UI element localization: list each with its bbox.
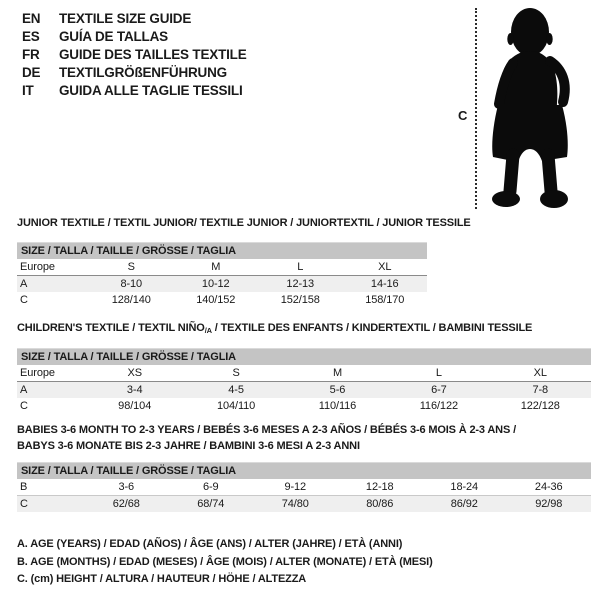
size-cell: XS (84, 365, 185, 382)
row-label: C (20, 400, 28, 412)
age-cell: 14-16 (343, 276, 428, 293)
age-cell: 4-5 (185, 382, 286, 399)
table-row-age (17, 276, 427, 293)
lang-row-de (22, 64, 247, 82)
legend-block (17, 536, 433, 589)
lang-row-es (22, 28, 247, 46)
junior-table-title: JUNIOR TEXTILE / TEXTIL JUNIOR/ TEXTILE JUNIOR / JUNIORTEXTIL / JUNIOR TESSILE (17, 217, 471, 229)
size-bar-row (17, 463, 591, 480)
height-measure-label: C (458, 108, 468, 123)
size-cell: S (89, 259, 174, 276)
junior-size-table (17, 242, 427, 308)
lang-title: TEXTILGRÖßENFÜHRUNG (59, 65, 227, 80)
age-cell: 5-6 (287, 382, 388, 399)
size-cell: M (287, 365, 388, 382)
title-part: / TEXTILE DES ENFANTS / KINDERTEXTIL / BAMBINI TESSILE (211, 322, 533, 334)
height-cell: 92/98 (507, 496, 592, 513)
age-cell: 18-24 (422, 479, 507, 496)
table-row-height (17, 292, 427, 308)
height-cell: 98/104 (118, 400, 152, 412)
height-cell: 158/170 (365, 294, 405, 306)
table-row-europe (17, 259, 427, 276)
height-cell: 128/140 (111, 294, 151, 306)
lang-row-fr (22, 46, 247, 64)
row-label: B (17, 479, 84, 496)
size-cell: S (185, 365, 286, 382)
height-cell: 62/68 (84, 496, 169, 513)
table-row-age-months (17, 479, 591, 496)
lang-title: GUÍA DE TALLAS (59, 29, 168, 44)
age-cell: 6-7 (388, 382, 489, 399)
children-section (17, 322, 591, 414)
row-label: Europe (17, 365, 84, 382)
lang-title: GUIDA ALLE TAGLIE TESSILI (59, 83, 243, 98)
lang-code: FR (22, 47, 40, 62)
row-label: A (17, 276, 89, 293)
size-bar-row (17, 349, 591, 366)
table-row-height (17, 496, 591, 513)
lang-title: GUIDE DES TAILLES TEXTILE (59, 47, 247, 62)
legend-height: C. (cm) HEIGHT / ALTURA / HAUTEUR / HÖHE / ALTEZZA (17, 573, 307, 585)
babies-table-title-line1: BABIES 3-6 MONTH TO 2-3 YEARS / BEBÉS 3-6 MESES A 2-3 AÑOS / BÉBÉS 3-6 MOIS À 2-3 ANS / (17, 424, 516, 436)
height-cell: 152/158 (280, 294, 320, 306)
age-cell: 12-18 (338, 479, 423, 496)
lang-row-it (22, 82, 247, 100)
size-cell: M (174, 259, 259, 276)
row-label: C (20, 294, 28, 306)
children-table-title (17, 322, 591, 337)
size-bar-label: SIZE / TALLA / TAILLE / GRÖSSE / TAGLIA (17, 349, 591, 366)
table-row-europe (17, 365, 591, 382)
row-label: C (17, 496, 84, 513)
height-cell: 68/74 (169, 496, 254, 513)
size-bar-row (17, 243, 427, 260)
height-measure-dotted-line (475, 8, 477, 209)
size-bar-label: SIZE / TALLA / TAILLE / GRÖSSE / TAGLIA (17, 243, 427, 260)
lang-row-en (22, 10, 247, 28)
size-cell: XL (490, 365, 591, 382)
junior-section (17, 217, 471, 308)
height-cell: 140/152 (196, 294, 236, 306)
children-size-table (17, 348, 591, 414)
lang-title: TEXTILE SIZE GUIDE (59, 11, 192, 26)
size-cell: L (258, 259, 343, 276)
age-cell: 10-12 (174, 276, 259, 293)
lang-code: ES (22, 29, 40, 44)
babies-size-table (17, 462, 591, 512)
table-row-height (17, 398, 591, 414)
lang-code: DE (22, 65, 41, 80)
table-row-age (17, 382, 591, 399)
age-cell: 12-13 (258, 276, 343, 293)
age-cell: 6-9 (169, 479, 254, 496)
title-subscript: /A (204, 326, 212, 335)
height-cell: 122/128 (520, 400, 560, 412)
height-cell: 80/86 (338, 496, 423, 513)
size-cell: L (388, 365, 489, 382)
size-bar-label: SIZE / TALLA / TAILLE / GRÖSSE / TAGLIA (17, 463, 591, 480)
age-cell: 3-6 (84, 479, 169, 496)
height-cell: 74/80 (253, 496, 338, 513)
toddler-silhouette-icon (482, 5, 578, 211)
title-part: CHILDREN'S TEXTILE / TEXTIL NIÑO (17, 322, 205, 334)
age-cell: 8-10 (89, 276, 174, 293)
size-cell: XL (343, 259, 428, 276)
height-cell: 104/110 (216, 400, 256, 412)
height-cell: 116/122 (419, 400, 458, 412)
row-label: A (17, 382, 84, 399)
height-cell: 110/116 (318, 400, 357, 412)
legend-age-months: B. AGE (MONTHS) / EDAD (MESES) / ÂGE (MOIS) / ALTER (MONATE) / ETÀ (MESI) (17, 555, 433, 568)
babies-section (17, 424, 591, 512)
height-figure (452, 5, 584, 213)
language-title-block (22, 10, 247, 100)
lang-code: EN (22, 11, 41, 26)
babies-table-title-line2: BABYS 3-6 MONATE BIS 2-3 JAHRE / BAMBINI 3-6 MESI A 2-3 ANNI (17, 440, 360, 452)
lang-code: IT (22, 83, 34, 98)
row-label: Europe (17, 259, 89, 276)
height-cell: 86/92 (422, 496, 507, 513)
age-cell: 3-4 (84, 382, 185, 399)
age-cell: 24-36 (507, 479, 592, 496)
age-cell: 9-12 (253, 479, 338, 496)
age-cell: 7-8 (490, 382, 591, 399)
legend-age-years: A. AGE (YEARS) / EDAD (AÑOS) / ÂGE (ANS) / ALTER (JAHRE) / ETÀ (ANNI) (17, 538, 403, 550)
